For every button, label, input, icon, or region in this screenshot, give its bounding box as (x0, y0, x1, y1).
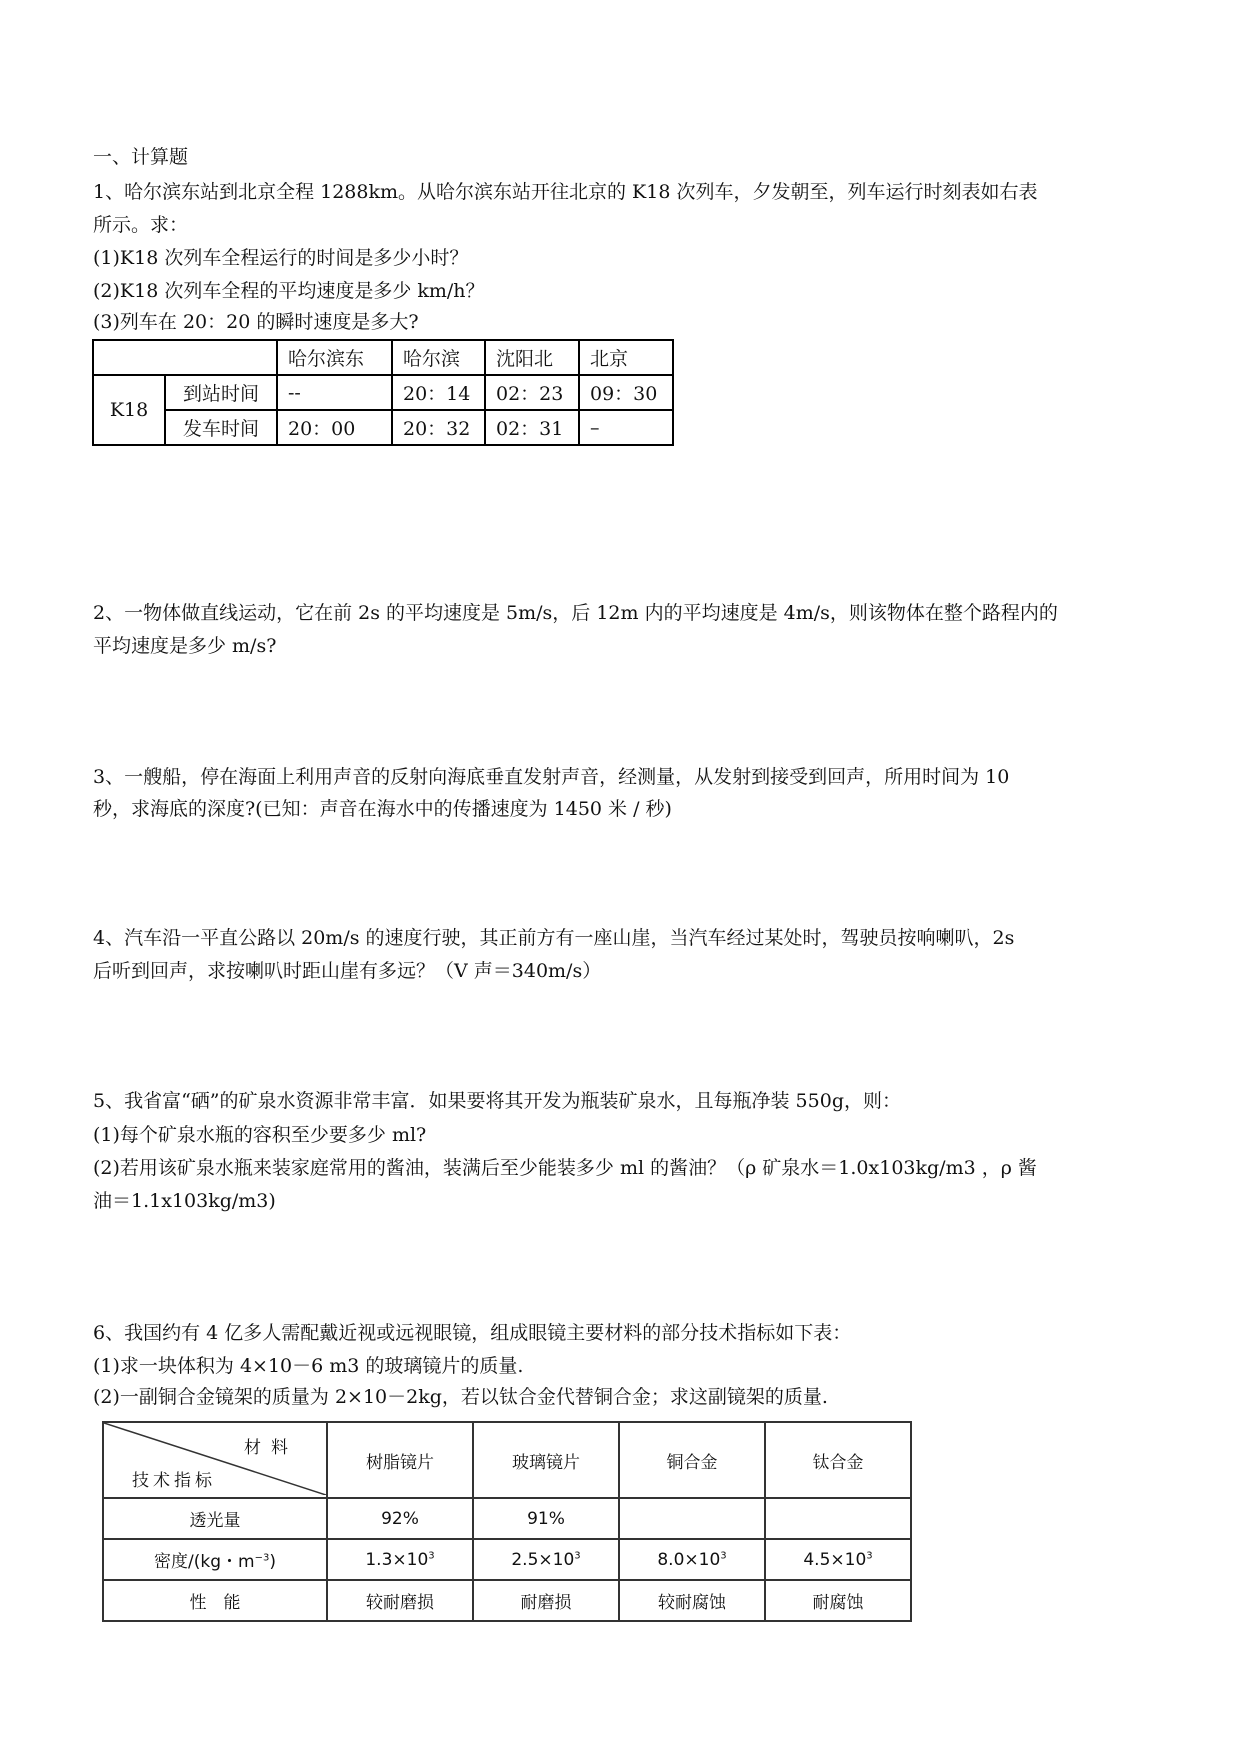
q4-line2: 后听到回声，求按喇叭时距山崖有多远？（V 声＝340m/s） (93, 960, 602, 982)
row-label: 性 能 (103, 1580, 327, 1621)
material-header: 树脂镜片 (327, 1422, 473, 1498)
arrive-cell: -- (277, 375, 392, 410)
q1-sub1: (1)K18 次列车全程运行的时间是多少小时？ (93, 247, 469, 269)
table-cell: 耐磨损 (473, 1580, 619, 1621)
q6-line1: 6、我国约有 4 亿多人需配戴近视或远视眼镜，组成眼镜主要材料的部分技术指标如下表： (93, 1322, 852, 1344)
q5-line1: 5、我省富“硒”的矿泉水资源非常丰富．如果要将其开发为瓶装矿泉水，且每瓶净装 550g，则： (93, 1090, 901, 1112)
density-exponent: 3 (720, 1549, 727, 1561)
q5-line4: 油＝1.1x103kg/m3) (93, 1190, 276, 1212)
q1-line2: 所示。求： (93, 214, 189, 236)
table-cell: 92% (327, 1498, 473, 1539)
material-header: 铜合金 (619, 1422, 765, 1498)
q6-line3: (2)一副铜合金镜架的质量为 2×10－2kg，若以钛合金代替铜合金；求这副镜架的质量. (93, 1386, 828, 1408)
materials-corner (103, 1422, 327, 1498)
density-unit-exponent: −3 (254, 1552, 270, 1564)
density-exponent: 3 (428, 1549, 435, 1561)
row-label: 透光量 (103, 1498, 327, 1539)
density-label: 密度/(kg・m (154, 1552, 255, 1572)
q1-sub3: (3)列车在 20：20 的瞬时速度是多大? (93, 311, 419, 333)
q1-line1: 1、哈尔滨东站到北京全程 1288km。从哈尔滨东站开往北京的 K18 次列车，夕发朝至，列车运行时刻表如右表 (93, 181, 1038, 203)
row-label (103, 1539, 327, 1580)
q5-line3: (2)若用该矿泉水瓶来装家庭常用的酱油，装满后至少能装多少 ml 的酱油？（ρ 矿泉水＝1.0x103kg/m3 ，ρ 酱 (93, 1157, 1037, 1179)
timetable-corner (93, 340, 277, 375)
materials-table (102, 1421, 912, 1622)
q4-line1: 4、汽车沿一平直公路以 20m/s 的速度行驶，其正前方有一座山崖，当汽车经过某处时，驾驶员按响喇叭，2s (93, 927, 1015, 949)
table-cell (765, 1539, 911, 1580)
q1-sub2: (2)K18 次列车全程的平均速度是多少 km/h？ (93, 280, 485, 302)
station-header: 沈阳北 (485, 340, 579, 375)
q3-line1: 3、一艘船，停在海面上利用声音的反射向海底垂直发射声音，经测量，从发射到接受到回声，所用时间为 10 (93, 766, 1010, 788)
density-value: 2.5×10 (511, 1549, 575, 1570)
station-header: 哈尔滨东 (277, 340, 392, 375)
table-cell (473, 1539, 619, 1580)
station-header: 北京 (579, 340, 673, 375)
timetable (92, 339, 674, 446)
q6-line2: (1)求一块体积为 4×10－6 m3 的玻璃镜片的质量. (93, 1355, 524, 1377)
section-title: 一、计算题 (93, 146, 189, 168)
table-cell (619, 1539, 765, 1580)
density-value: 8.0×10 (657, 1549, 721, 1570)
table-cell (327, 1539, 473, 1580)
density-label-tail: ) (269, 1552, 276, 1572)
q5-line2: (1)每个矿泉水瓶的容积至少要多少 ml? (93, 1124, 427, 1146)
density-exponent: 3 (866, 1549, 873, 1561)
arrive-label: 到站时间 (165, 375, 277, 410)
table-cell (765, 1498, 911, 1539)
table-cell: 较耐腐蚀 (619, 1580, 765, 1621)
material-header: 钛合金 (765, 1422, 911, 1498)
q3-line2: 秒，求海底的深度?(已知：声音在海水中的传播速度为 1450 米 / 秒) (93, 798, 672, 820)
corner-bottom-label: 技术指标 (132, 1471, 216, 1491)
corner-top-label: 材料 (244, 1438, 298, 1458)
arrive-cell: 02：23 (485, 375, 579, 410)
density-value: 4.5×10 (803, 1549, 867, 1570)
train-number: K18 (93, 375, 165, 445)
q2-line2: 平均速度是多少 m/s? (93, 635, 277, 657)
depart-cell: 02：31 (485, 410, 579, 445)
q2-line1: 2、一物体做直线运动，它在前 2s 的平均速度是 5m/s，后 12m 内的平均速度是 4m/s，则该物体在整个路程内的 (93, 602, 1058, 624)
material-header: 玻璃镜片 (473, 1422, 619, 1498)
depart-cell: – (579, 410, 673, 445)
depart-cell: 20：00 (277, 410, 392, 445)
station-header: 哈尔滨 (392, 340, 485, 375)
arrive-cell: 09：30 (579, 375, 673, 410)
arrive-cell: 20：14 (392, 375, 485, 410)
table-cell: 耐腐蚀 (765, 1580, 911, 1621)
depart-label: 发车时间 (165, 410, 277, 445)
density-value: 1.3×10 (365, 1549, 429, 1570)
table-cell: 较耐磨损 (327, 1580, 473, 1621)
table-cell (619, 1498, 765, 1539)
depart-cell: 20：32 (392, 410, 485, 445)
table-cell: 91% (473, 1498, 619, 1539)
density-exponent: 3 (574, 1549, 581, 1561)
